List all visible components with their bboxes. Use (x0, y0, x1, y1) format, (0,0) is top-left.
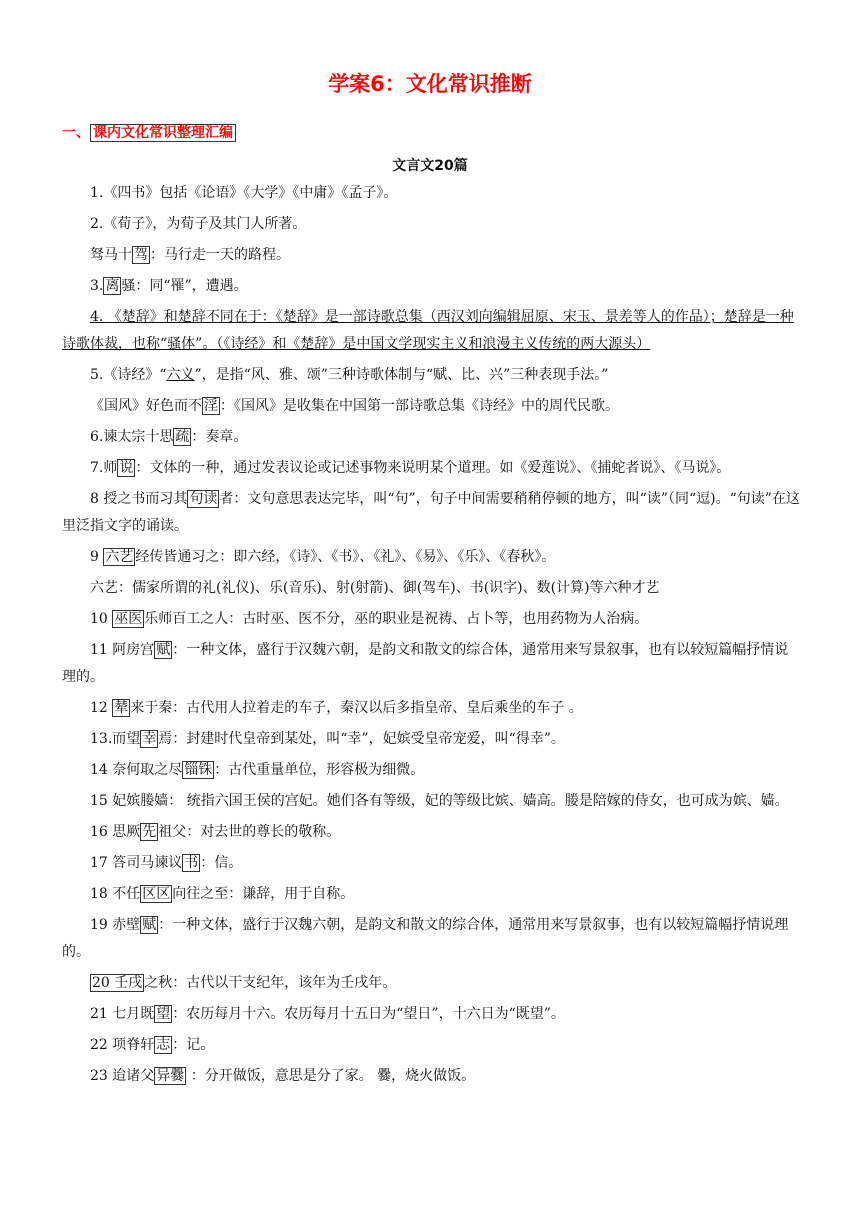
text-segment: 乐师百工之人：古时巫、医不分，巫的职业是祝祷、占卜等，也用药物为人治病。 (144, 611, 649, 627)
section-heading (62, 122, 236, 142)
boxed-word: 望 (156, 1006, 171, 1022)
list-item (62, 544, 802, 571)
section-subtitle: 文言文20篇 (392, 158, 468, 174)
list-item (62, 726, 802, 753)
text-segment: 22 项脊轩 (90, 1037, 155, 1053)
text-segment: ：农历每月十六。农历每月十五日为“望日”，十六日为“既望”。 (172, 1006, 565, 1022)
text-segment: 之秋：古代以干支纪年，该年为壬戌年。 (144, 975, 397, 991)
list-item (62, 304, 802, 358)
list-item (62, 606, 802, 633)
boxed-word: 书 (184, 855, 199, 871)
boxed-word: 辇 (114, 700, 129, 716)
text-segment: 者：文句意思表达完毕，叫“句”，句子中间需要稍稍停顿的地方，叫“读”（同“逗)。“句读”在这里泛指文字的诵读。 (62, 491, 800, 534)
text-segment: ”，是指“风、雅、颂”三种诗歌体制与“赋、比、兴”三种表现手法。” (194, 367, 609, 383)
text-segment: ：信。 (200, 855, 243, 871)
text-segment: 驽马十 (90, 247, 132, 263)
text-segment: 21 七月既 (90, 1006, 155, 1022)
list-item (62, 242, 802, 269)
list-item (62, 424, 802, 451)
text-segment: 18 不任 (90, 886, 141, 902)
text-segment: ：文体的一种，通过发表议论或记述事物来说明某个道理。如《爱莲说》、《捕蛇者说》、《马说》。 (135, 460, 731, 476)
boxed-word: 先 (142, 824, 157, 840)
list-item (62, 211, 802, 238)
boxed-word: 异爨 (156, 1068, 185, 1084)
text-segment: ：《国风》是收集在中国第一部诗歌总集《诗经》中的周代民歌。 (220, 398, 619, 414)
boxed-word: 离 (105, 278, 120, 294)
text-segment: 23 迨诸父 (90, 1068, 155, 1084)
page-title: 学案6：文化常识推断 (328, 72, 532, 96)
item-list (62, 180, 802, 1094)
boxed-word: 锱铢 (184, 762, 213, 778)
boxed-word: 驾 (134, 247, 148, 263)
text-segment: 来于秦：古代用人拉着走的车子，秦汉以后多指皇帝、皇后乘坐的车子 。 (130, 700, 583, 716)
text-segment: ：奏章。 (191, 429, 248, 445)
boxed-word: 区区 (142, 886, 171, 902)
text-segment: 祖父：对去世的尊长的敬称。 (158, 824, 341, 840)
text-segment: ：一种文体，盛行于汉魏六朝，是韵文和散文的综合体，通常用来写景叙事，也有以较短篇幅抒情说理的。 (62, 642, 789, 685)
text-segment: 14 奈何取之尽 (90, 762, 183, 778)
text-segment: 11 阿房宫 (90, 642, 155, 658)
boxed-word: 六艺 (105, 549, 134, 565)
list-item (62, 1032, 802, 1059)
text-segment: 5.《诗经》“ (90, 367, 167, 383)
text-segment: 向往之至：谦辞，用于自称。 (172, 886, 355, 902)
text-segment: ：记。 (172, 1037, 215, 1053)
list-item (62, 575, 802, 602)
text-segment: 9 (90, 549, 104, 565)
text-segment: 3. (90, 278, 104, 294)
list-item (62, 273, 802, 300)
text-segment: 经传皆通习之：即六经，《诗》、《书》、《礼》、《易》、《乐》、《春秋》。 (135, 549, 556, 565)
text-segment: 8 授之书而习其 (90, 491, 188, 507)
list-item (62, 819, 802, 846)
boxed-word: 淫 (204, 398, 218, 414)
boxed-word: 疏 (175, 429, 190, 445)
boxed-word: 幸 (142, 731, 157, 747)
text-segment: 12 (90, 700, 113, 716)
text-segment: 19 赤壁 (90, 917, 141, 933)
boxed-word: 志 (156, 1037, 171, 1053)
list-item (62, 788, 802, 815)
list-item (62, 362, 802, 389)
list-item (62, 695, 802, 722)
boxed-word: 句读 (189, 491, 218, 507)
text-segment: 焉：封建时代皇帝到某处，叫“幸”，妃嫔受皇帝宠爱，叫“得幸”。 (158, 731, 565, 747)
section-label: 课内文化常识整理汇编 (90, 124, 236, 142)
text-segment: 六艺：儒家所谓的礼(礼仪)、乐(音乐)、射(射箭)、御(驾车)、书(识字)、数(计算)等六种才艺 (90, 580, 660, 596)
text-segment: 1.《四书》包括《论语》《大学》《中庸》《孟子》。 (90, 185, 398, 201)
list-item (62, 637, 802, 691)
list-item (62, 393, 802, 420)
list-item (62, 180, 802, 207)
list-item (62, 1001, 802, 1028)
boxed-word: 赋 (156, 642, 171, 658)
boxed-word: 赋 (142, 917, 157, 933)
list-item (62, 1063, 802, 1090)
text-segment: ：古代重量单位，形容极为细微。 (214, 762, 425, 778)
text-segment: ：一种文体，盛行于汉魏六朝，是韵文和散文的综合体，通常用来写景叙事，也有以较短篇幅抒情说理的。 (62, 917, 789, 960)
underlined-word: 六义 (166, 367, 195, 383)
text-segment: 16 思厥 (90, 824, 141, 840)
text-segment: 10 (90, 611, 113, 627)
list-item (62, 486, 802, 540)
text-segment: 6.谏太宗十思 (90, 429, 174, 445)
text-segment: 2.《荀子》，为荀子及其门人所著。 (90, 216, 307, 232)
boxed-word: 说 (119, 460, 134, 476)
underlined-text: 4. 《楚辞》和楚辞不同在于：《楚辞》是一部诗歌总集（西汉刘向编辑屈原、宋玉、景差等人的作品）；楚辞是一种诗歌体裁，也称“骚体”。（《诗经》和《楚辞》是中国文学现实主义和浪漫主义传统的两大源头） (62, 309, 794, 352)
list-item (62, 881, 802, 908)
list-item (62, 970, 802, 997)
section-number: 一、 (62, 125, 90, 141)
list-item (62, 912, 802, 966)
text-segment: 《国风》好色而不 (90, 398, 202, 414)
text-segment: ：马行走一天的路程。 (150, 247, 290, 263)
text-segment: ：分开做饭，意思是分了家。 爨，烧火做饭。 (186, 1068, 476, 1084)
text-segment: 7.师 (90, 460, 118, 476)
text-segment: 骚：同“罹”，遭遇。 (121, 278, 248, 294)
boxed-word: 巫医 (114, 611, 143, 627)
list-item (62, 850, 802, 877)
list-item (62, 757, 802, 784)
list-item (62, 455, 802, 482)
text-segment: 17 答司马谏议 (90, 855, 183, 871)
text-segment: 15 妃嫔媵嫱： 统指六国王侯的宫妃。她们各有等级，妃的等级比嫔、嫱高。媵是陪嫁的侍女，也可成为嫔、嫱。 (90, 793, 789, 809)
boxed-word: 20 壬戌 (92, 975, 143, 991)
text-segment: 13.而望 (90, 731, 141, 747)
